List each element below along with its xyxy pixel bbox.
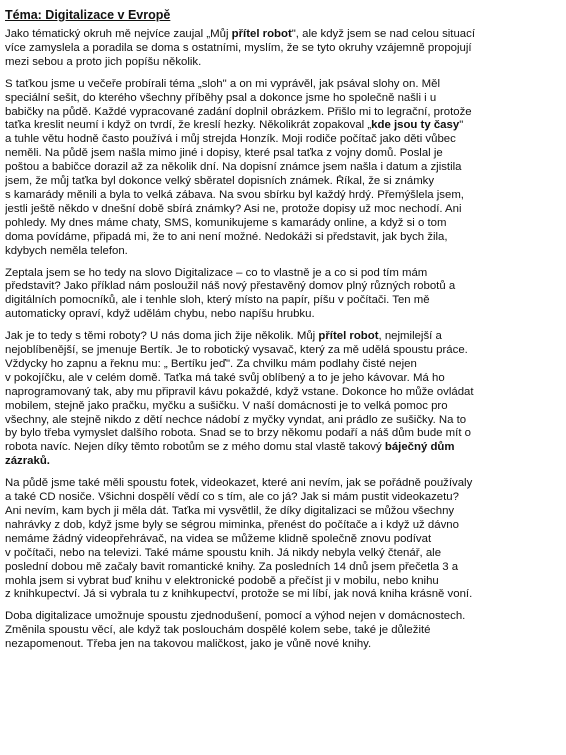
text-line: taťka kreslit neumí i když on tvrdí, že kreslí hezky. Několikrát zopakoval „kde jsou ty časy" — [5, 119, 464, 132]
text-line: automaticky opraví, když udělám chybu, nebo napíšu hrubku. — [5, 308, 315, 321]
text-line: babičky na půdě. Každé vypracované zadání doplnil obrázkem. Přišlo mi to legrační, protože — [5, 105, 472, 118]
paragraph — [5, 477, 554, 602]
text-line: by bylo třeba vymyslet dalšího robota. Snad se to brzy někomu podaří a náš dům bude mít o — [5, 427, 472, 440]
paragraph — [5, 28, 554, 70]
text-line: speciální sešit, do kterého všechny příběhy psal a dokonce jsme ho společně našli i u — [5, 91, 437, 104]
text-line: z knihkupectví. Já si vybrala tu z knihkupectví, protože se mi líbí, jak nová kniha krásně voní. — [5, 588, 473, 601]
text-line: zázraků. — [5, 455, 50, 468]
text-line: robota navíc. Nejen díky těmto robotům se z mého domu stal vlastě takový báječný dům — [5, 441, 455, 454]
text-line: představit? Jako příklad nám posloužil náš nový přestavěný domov plný různých robotů a — [5, 280, 456, 293]
text-line: Zeptala jsem se ho tedy na slovo Digitalizace – co to vlastně je a co si pod tím mám — [5, 266, 428, 279]
text-line: všechny, ale stejně nikdo z dětí nechce nádobí z myčky vyndat, ani prádlo ze sušičky. Na to — [5, 413, 467, 426]
text-line: Jako tématický okruh mě nejvíce zaujal „Můj přítel robot", ale když jsem se nad celou situací — [5, 28, 475, 40]
text-line: nejoblíbenější, se jmenuje Bertík. Je to robotický vysavač, který za mě udělá spoustu práce. — [5, 344, 468, 357]
document-body — [5, 28, 554, 652]
text-line: kdybych neměla telefon. — [5, 244, 128, 257]
text-line: a tuhle větu hodně často používá i můj strejda Honzík. Moji rodiče počítač jako děti vůbec — [5, 133, 456, 146]
text-line: nezapomenout. Třeba jen na takovou maličkost, jako je vůně nové knihy. — [5, 638, 372, 651]
text-line: více zamyslela a poradila se doma s ostatními, myslím, že se tyto okruhy vzájemně propojují — [5, 41, 472, 54]
text-line: Změnila spoustu věcí, ale když tak poslouchám dospělé kolem sebe, také je důležité — [5, 624, 431, 637]
text-line: poslední dobou mě začaly bavit romantické knihy. Za posledních 14 dnů jsem přečetla 3 a — [5, 560, 459, 573]
text-line: nemáme žádný videopřehrávač, na videa se můžeme klidně společně znovu podívat — [5, 532, 432, 545]
text-line: mohla jsem si vybrat buď knihu v elektronické podobě a přečíst ji v mobilu, nebo knihu — [5, 574, 439, 587]
text-line: poštou a babičce dorazil až za několik dní. Na dopisní známce jsem našla i datum a zjistila — [5, 161, 462, 174]
text-line: a také CD nosiče. Všichni dospělí vědí co s tím, ale co já? Jak si mám pustit videokazetu? — [5, 491, 459, 504]
text-line: digitálních pomocníků, ale i tenhle sloh, který místo na papír, píšu v počítači. Ten mě — [5, 294, 430, 307]
text-line: jsem, že můj taťka byl dokonce velký sběratel dopisních známek. Říkal, že si známky — [5, 175, 435, 188]
text-line: s kamarády měnili a byla to velká zábava. Na svou sbírku byl každý hrdý. Přemýšlela jsem, — [5, 188, 464, 201]
text-line: Ani nevím, kam bych ji měla dát. Taťka mi vysvětlil, že díky digitalizaci se můžou všechny — [5, 505, 455, 517]
text-line: jestli ještě někdo v dnešní době sbírá známky? Asi ne, protože dopisy už moc nechodí. Ani — [5, 202, 462, 215]
text-line: Jak je to tedy s těmi roboty? U nás doma jich žije několik. Můj přítel robot, nejmilejší a — [5, 330, 442, 343]
paragraph — [5, 267, 554, 323]
text-line: naprogramovaný tak, aby mu připravil kávu pokaždé, když vstane. Dokonce ho může ovládat — [5, 385, 474, 398]
text-line: v počítači, nebo na televizi. Také máme spoustu knih. Já nikdy nebyla velký čtenář, ale — [5, 546, 442, 559]
text-line: v pokojíčku, ale v celém domě. Taťka má také svůj oblíbený a to je jeho kávovar. Má ho — [5, 371, 445, 384]
text-line: Na půdě jsme také měli spoustu fotek, videokazet, které ani nevím, jak se pořádně používaly — [5, 477, 473, 490]
paragraph — [5, 330, 554, 469]
text-line: S taťkou jsme u večeře probírali téma „sloh" a on mi vyprávěl, jak psával slohy on. Měl — [5, 77, 441, 90]
text-line: mobilem, stejně jako pračku, myčku a sušičku. V naší domácnosti je to velká pomoc pro — [5, 399, 448, 412]
text-line: nahrávky z dob, když jsme byly se ségrou miminka, přenést do počítače a i když už dávno — [5, 518, 459, 531]
document-title: Téma: Digitalizace v Evropě — [5, 8, 171, 22]
text-line: doma povídáme, připadá mi, že to ani není možné. Nedokáži si představit, jak bych žila, — [5, 230, 448, 243]
paragraph — [5, 78, 554, 259]
paragraph — [5, 610, 554, 652]
text-line: mezi sebou a proto jich popíšu několik. — [5, 55, 202, 68]
text-line: pohledy. My dnes máme chaty, SMS, komunikujeme s kamarády online, a když si o tom — [5, 216, 447, 229]
text-line: Vždycky ho zapnu a řeknu mu: „ Bertíku jeď". Za chvilku mám podlahy čisté nejen — [5, 357, 417, 370]
text-line: neměli. Na půdě jsem našla mimo jiné i dopisy, které psal taťka z vojny domů. Poslal je — [5, 147, 443, 160]
text-line: Doba digitalizace umožnuje spoustu zjednodušení, pomocí a výhod nejen v domácnostech. — [5, 610, 466, 623]
